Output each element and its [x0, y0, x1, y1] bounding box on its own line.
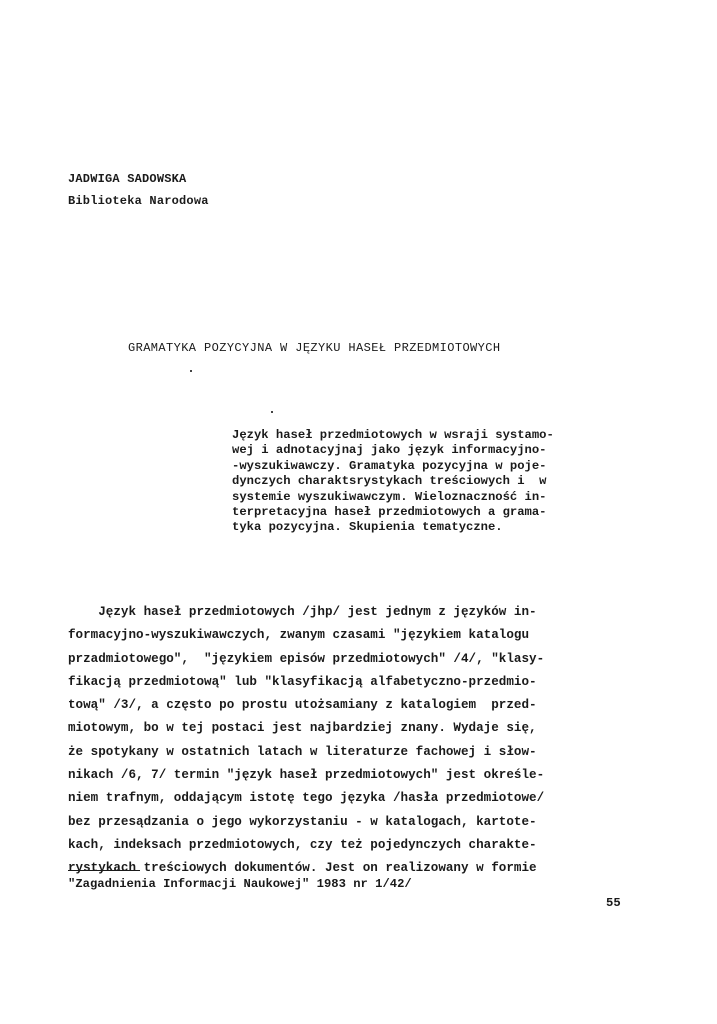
footnote-divider [68, 870, 140, 871]
scan-speck [190, 370, 192, 372]
page-number: 55 [606, 896, 621, 910]
author-affiliation: Biblioteka Narodowa [68, 194, 209, 208]
abstract-line: tyka pozycyjna. Skupienia tematyczne. [232, 520, 503, 535]
footnote: "Zagadnienia Informacji Naukowej" 1983 nr 1/42/ [68, 877, 412, 891]
abstract-line: systemie wyszukiwawczym. Wieloznaczność in- [232, 489, 547, 504]
scan-speck [271, 411, 273, 413]
abstract-line: Język haseł przedmiotowych w wsraji systamo- [232, 428, 554, 442]
author-block [68, 168, 209, 212]
body-line: że spotykany w ostatnich latach w literaturze fachowej i słow- [68, 744, 537, 759]
body-line: niem trafnym, oddającym istotę tego języka /hasła przedmiotowe/ [68, 791, 545, 806]
abstract-line: dynczych charaktsrystykach treściowych i w [232, 474, 547, 489]
abstract [232, 428, 632, 536]
body-line: miotowym, bo w tej postaci jest najbardziej znany. Wydaje się, [68, 721, 537, 736]
body-line: nikach /6, 7/ termin "język haseł przedmiotowych" jest określe- [68, 768, 545, 783]
body-line: formacyjno-wyszukiwawczych, zwanym czasami "językiem katalogu [68, 628, 530, 643]
body-line: przadmiotowego", "językiem episów przedmiotowych" /4/, "klasy- [68, 651, 545, 666]
article-title: GRAMATYKA POZYCYJNA W JĘZYKU HASEŁ PRZEDMIOTOWYCH [128, 341, 501, 355]
author-name: JADWIGA SADOWSKA [68, 172, 187, 186]
abstract-line: terpretacyjna haseł przedmiotowych a grama- [232, 505, 547, 520]
body-line: bez przesądzania o jego wykorzystaniu - w katalogach, kartote- [68, 814, 537, 829]
abstract-line: wej i adnotacyjnaj jako język informacyjno- [232, 443, 547, 458]
body-line: fikacją przedmiotową" lub "klasyfikacją alfabetyczno-przedmio- [68, 674, 537, 689]
body-text [68, 601, 638, 881]
body-line: rystykach treściowych dokumentów. Jest on realizowany w formie [68, 861, 537, 876]
body-line: kach, indeksach przedmiotowych, czy też pojedynczych charakte- [68, 837, 537, 852]
abstract-line: -wyszukiwawczy. Gramatyka pozycyjna w poje- [232, 458, 547, 473]
body-line: tową" /3/, a często po prostu utożsamiany z katalogiem przed- [68, 698, 537, 713]
body-line: Język haseł przedmiotowych /jhp/ jest jednym z języków in- [68, 605, 537, 619]
